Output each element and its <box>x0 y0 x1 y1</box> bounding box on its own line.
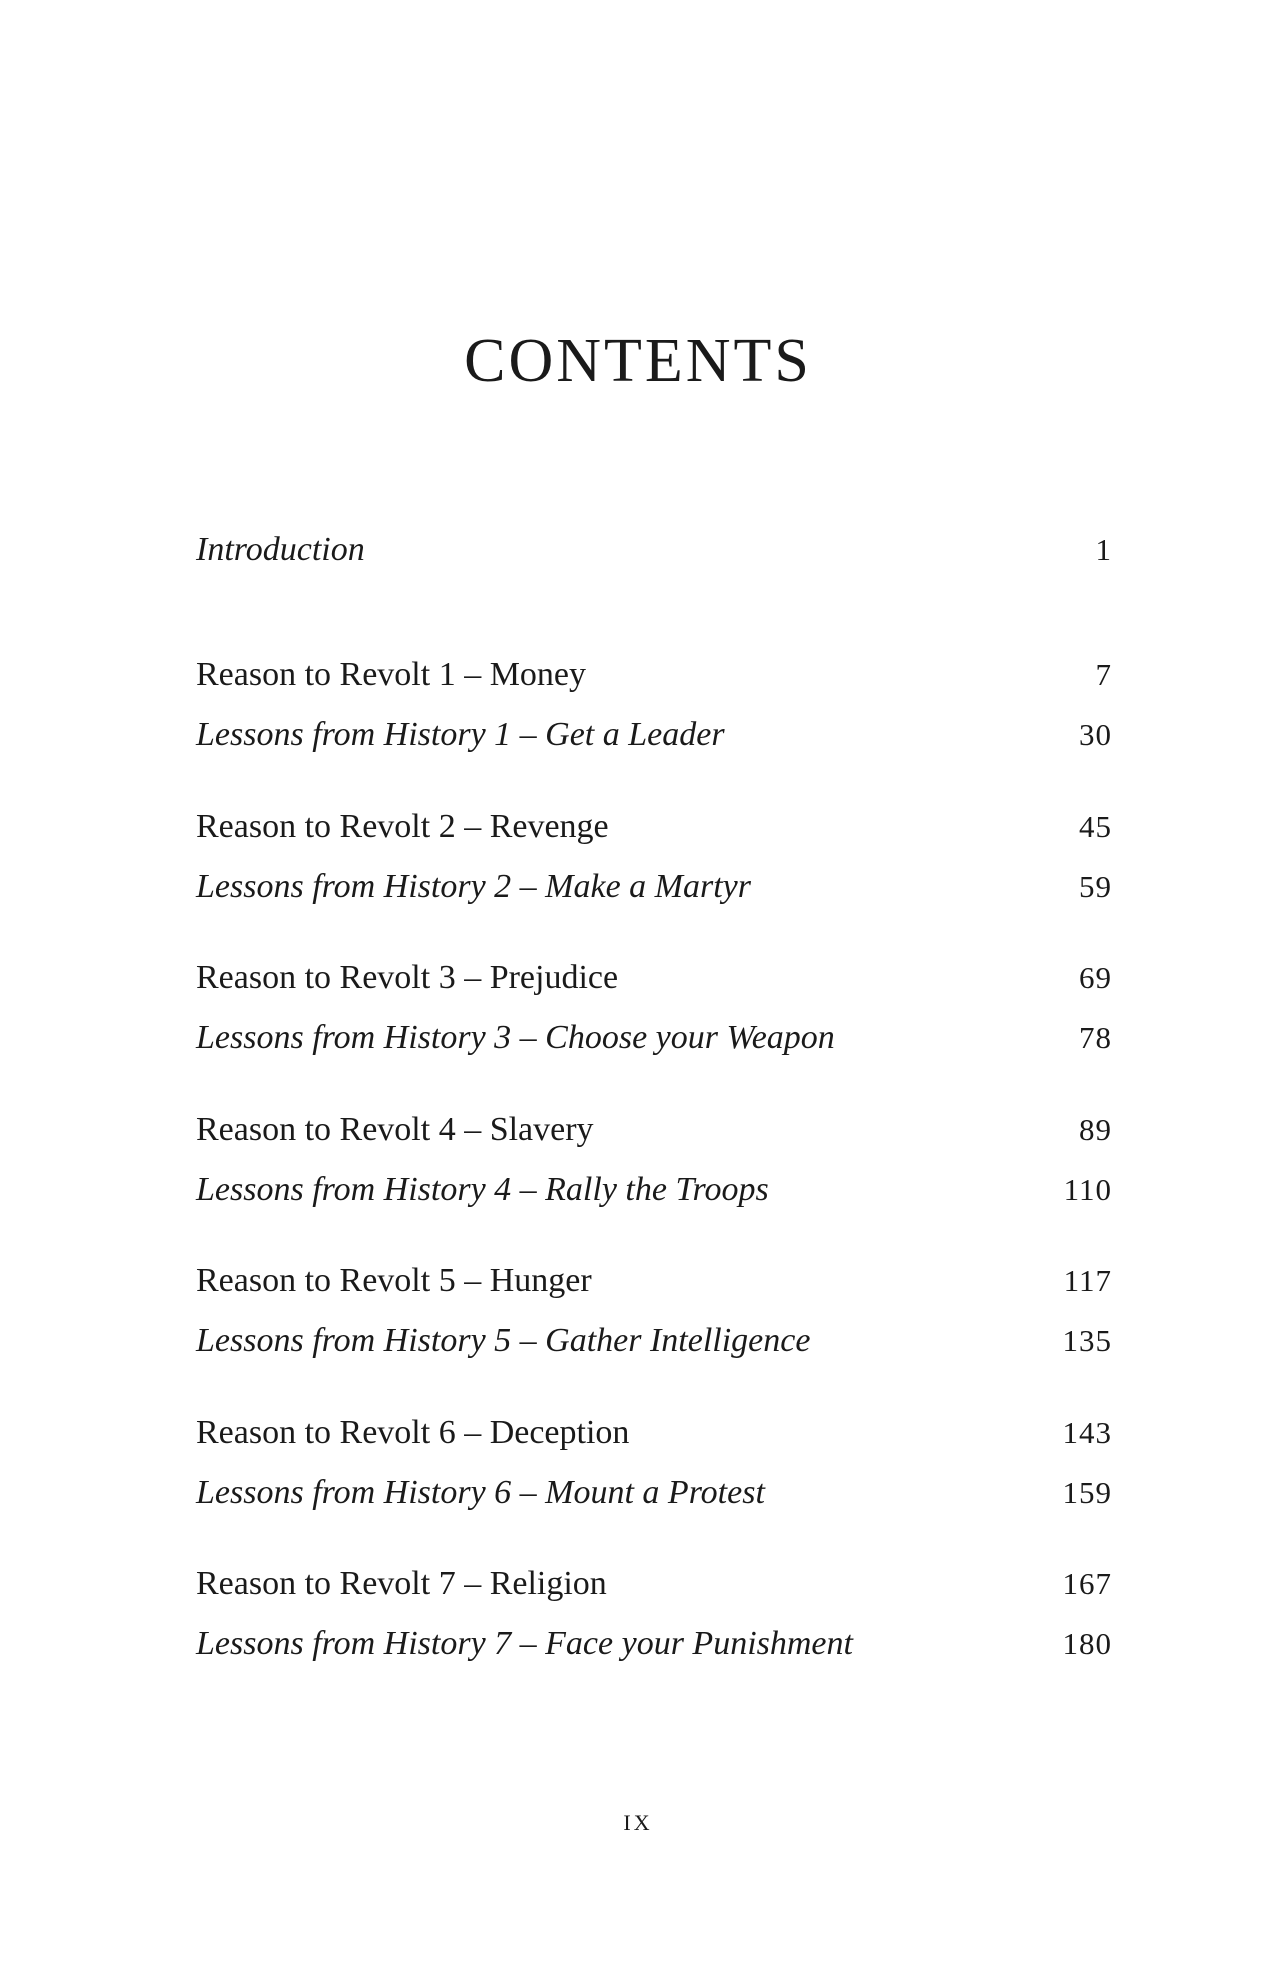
toc-entry-page: 7 <box>1095 657 1112 692</box>
toc-entry-page: 59 <box>1079 869 1112 904</box>
toc-entry-page: 180 <box>1062 1626 1112 1661</box>
toc-entry-title: Reason to Revolt 5 – Hunger <box>196 1262 592 1299</box>
toc-entry-page: 135 <box>1062 1323 1112 1358</box>
toc-entry-reason-5[interactable] <box>196 1256 1112 1306</box>
toc-entry-lesson-5[interactable] <box>196 1316 1112 1366</box>
toc-entry-lesson-1[interactable] <box>196 710 1112 760</box>
toc-entry-title: Lessons from History 1 – Get a Leader <box>196 716 725 753</box>
toc-entry-page: 143 <box>1062 1415 1112 1450</box>
toc-entry-reason-7[interactable] <box>196 1559 1112 1609</box>
toc-entry-lesson-2[interactable] <box>196 862 1112 912</box>
toc-entry-page: 78 <box>1079 1020 1112 1055</box>
toc-entry-page: 69 <box>1079 960 1112 995</box>
page-number: IX <box>623 1810 653 1835</box>
toc-entry-page: 110 <box>1063 1172 1112 1207</box>
toc-entry-page: 1 <box>1095 532 1112 567</box>
toc-entry-page: 117 <box>1063 1263 1112 1298</box>
toc-entry-page: 159 <box>1062 1475 1112 1510</box>
toc-entry-title: Reason to Revolt 6 – Deception <box>196 1414 630 1451</box>
toc-entry-title: Introduction <box>196 531 365 568</box>
toc-entry-introduction[interactable] <box>196 525 1112 575</box>
toc-entry-title: Reason to Revolt 7 – Religion <box>196 1565 607 1602</box>
toc-entry-title: Lessons from History 5 – Gather Intelligence <box>196 1322 811 1359</box>
toc-entry-lesson-6[interactable] <box>196 1468 1112 1518</box>
toc-entry-title: Lessons from History 3 – Choose your Weapon <box>196 1019 835 1056</box>
toc-entry-title: Reason to Revolt 1 – Money <box>196 656 587 693</box>
toc-entry-title: Lessons from History 4 – Rally the Troops <box>196 1171 769 1208</box>
toc-entry-title: Reason to Revolt 3 – Prejudice <box>196 959 619 996</box>
toc-entry-reason-2[interactable] <box>196 802 1112 852</box>
toc-entry-page: 89 <box>1079 1112 1112 1147</box>
toc-entry-reason-1[interactable] <box>196 650 1112 700</box>
toc-entry-page: 167 <box>1062 1566 1112 1601</box>
toc-entry-lesson-3[interactable] <box>196 1013 1112 1063</box>
toc-entry-reason-3[interactable] <box>196 953 1112 1003</box>
toc-entry-title: Lessons from History 7 – Face your Punishment <box>196 1625 853 1662</box>
toc-entry-lesson-7[interactable] <box>196 1619 1112 1669</box>
toc-entry-reason-6[interactable] <box>196 1408 1112 1458</box>
toc-entry-page: 45 <box>1079 809 1112 844</box>
toc-entry-title: Reason to Revolt 4 – Slavery <box>196 1111 594 1148</box>
toc-entry-title: Reason to Revolt 2 – Revenge <box>196 808 609 845</box>
toc-entry-title: Lessons from History 6 – Mount a Protest <box>196 1474 765 1511</box>
toc-entry-page: 30 <box>1079 717 1112 752</box>
toc-entry-lesson-4[interactable] <box>196 1165 1112 1215</box>
page-title: CONTENTS <box>464 327 812 395</box>
toc-entry-title: Lessons from History 2 – Make a Martyr <box>196 868 751 905</box>
toc-entry-reason-4[interactable] <box>196 1105 1112 1155</box>
